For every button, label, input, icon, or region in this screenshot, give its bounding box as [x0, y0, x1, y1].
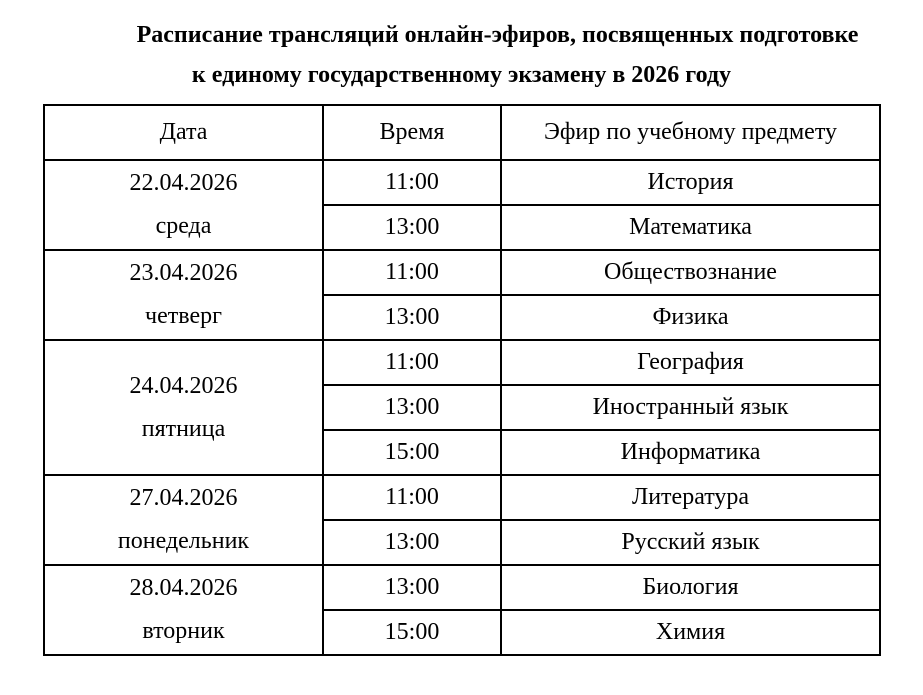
subject-cell: География	[501, 340, 880, 385]
time-cell: 11:00	[323, 250, 501, 295]
subject-cell: Математика	[501, 205, 880, 250]
time-cell: 13:00	[323, 295, 501, 340]
time-cell: 11:00	[323, 340, 501, 385]
date-cell	[44, 340, 323, 475]
subject-cell: Литература	[501, 475, 880, 520]
table-row	[44, 475, 880, 520]
time-cell: 11:00	[323, 160, 501, 205]
table-header-row	[44, 105, 880, 160]
subject-cell: Биология	[501, 565, 880, 610]
subject-cell: Иностранный язык	[501, 385, 880, 430]
weekday-value: среда	[155, 213, 212, 239]
time-cell: 13:00	[323, 205, 501, 250]
subject-cell: Обществознание	[501, 250, 880, 295]
subject-cell: Русский язык	[501, 520, 880, 565]
date-cell	[44, 565, 323, 655]
subject-cell: Информатика	[501, 430, 880, 475]
column-header: Эфир по учебному предмету	[501, 105, 880, 160]
date-value: 28.04.2026	[129, 575, 238, 601]
subject-cell: Физика	[501, 295, 880, 340]
weekday-value: пятница	[141, 415, 226, 442]
time-cell: 13:00	[323, 385, 501, 430]
date-cell	[44, 250, 323, 340]
date-value: 27.04.2026	[129, 485, 238, 511]
date-value: 23.04.2026	[129, 260, 238, 286]
table-row	[44, 250, 880, 295]
table-row	[44, 340, 880, 385]
column-header: Время	[323, 105, 501, 160]
page-title	[0, 0, 923, 95]
date-value: 22.04.2026	[129, 170, 238, 196]
weekday-value: понедельник	[117, 528, 250, 554]
date-value: 24.04.2026	[129, 372, 238, 399]
table-row	[44, 565, 880, 610]
time-cell: 13:00	[323, 520, 501, 565]
time-cell: 15:00	[323, 610, 501, 655]
time-cell: 13:00	[323, 565, 501, 610]
subject-cell: История	[501, 160, 880, 205]
time-cell: 11:00	[323, 475, 501, 520]
page-title-line-2: к единому государственному экзамену в 2026 году	[191, 62, 732, 88]
weekday-value: четверг	[145, 303, 222, 329]
subject-cell: Химия	[501, 610, 880, 655]
table-row	[44, 160, 880, 205]
schedule-table	[43, 104, 881, 656]
table-body	[44, 160, 880, 655]
weekday-value: вторник	[142, 618, 225, 644]
table-header	[44, 105, 880, 160]
time-cell: 15:00	[323, 430, 501, 475]
column-header: Дата	[44, 105, 323, 160]
date-cell	[44, 160, 323, 250]
date-cell	[44, 475, 323, 565]
page-title-line-1: Расписание трансляций онлайн-эфиров, посвященных подготовке	[136, 22, 859, 48]
